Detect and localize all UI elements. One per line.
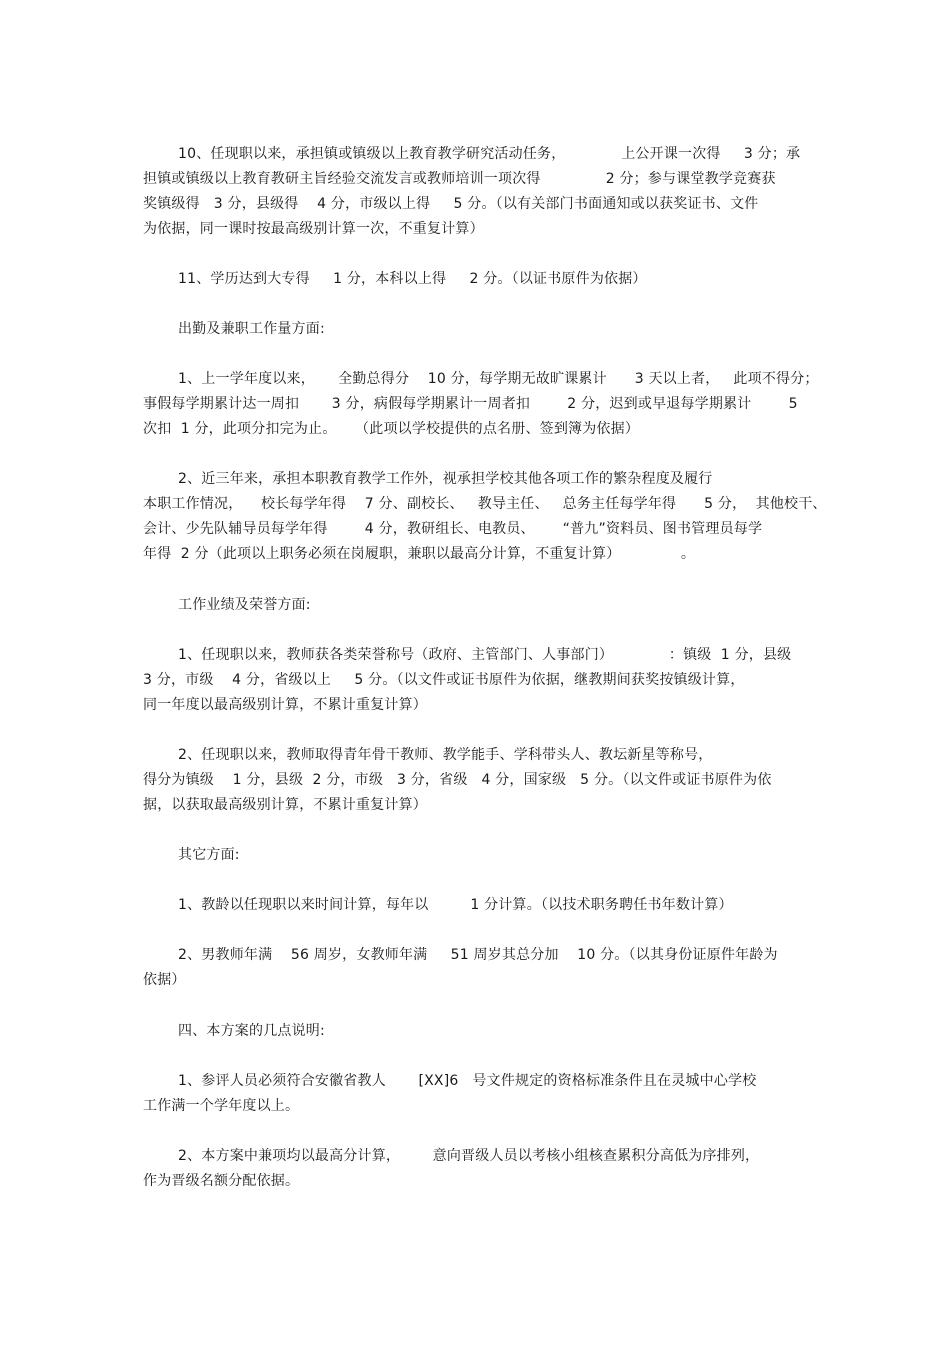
text-line: 本职工作情况， 校长每学年得 7 分、副校长、 教导主任、 总务主任每学年得 5 分， 其他校干、 [143, 496, 827, 512]
section-heading: 出勤及兼职工作量方面: [178, 321, 325, 337]
text-line: 次扣 1 分，此项分扣完为止。 （此项以学校提供的点名册、签到簿为依据） [143, 421, 640, 437]
text-line: 奖镇级得 3 分，县级得 4 分，市级以上得 5 分。（以有关部门书面通知或以获奖证书、文件 [143, 196, 759, 212]
text-line: 依据） [143, 972, 186, 988]
text-line: 年得 2 分（此项以上职务必须在岗履职，兼职以最高分计算，不重复计算） 。 [143, 546, 696, 562]
text-line: 同一年度以最高级别计算，不累计重复计算） [143, 697, 427, 713]
text-line: 担镇或镇级以上教育教研主旨经验交流发言或教师培训一项次得 2 分；参与课堂教学竞赛获 [143, 171, 776, 187]
text-line: 2、任现职以来，教师取得青年骨干教师、教学能手、学科带头人、教坛新星等称号， [178, 747, 713, 763]
text-line: 11、学历达到大专得 1 分，本科以上得 2 分。（以证书原件为依据） [178, 271, 647, 287]
section-heading: 四、本方案的几点说明: [178, 1023, 325, 1039]
text-line: 工作满一个学年度以上。 [143, 1098, 300, 1114]
text-line: 2、男教师年满 56 周岁，女教师年满 51 周岁其总分加 10 分。（以其身份证原件年龄为 [178, 947, 778, 963]
text-line: 3 分，市级 4 分，省级以上 5 分。（以文件或证书原件为依据，继教期间获奖按镇级计算， [143, 672, 745, 688]
text-line: 事假每学期累计达一周扣 3 分，病假每学期累计一周者扣 2 分，迟到或早退每学期累计 5 [143, 396, 798, 412]
text-line: 据，以获取最高级别计算，不累计重复计算） [143, 797, 427, 813]
section-heading: 工作业绩及荣誉方面: [178, 597, 311, 613]
text-line: 1、任现职以来，教师获各类荣誉称号（政府、主管部门、人事部门） ：镇级 1 分，县级 [178, 647, 792, 663]
text-line: 为依据，同一课时按最高级别计算一次，不重复计算） [143, 221, 484, 237]
text-line: 1、教龄以任现职以来时间计算，每年以 1 分计算。（以技术职务聘任书年数计算） [178, 897, 733, 913]
text-line: 作为晋级名额分配依据。 [143, 1173, 300, 1189]
text-line: 10、任现职以来，承担镇或镇级以上教育教学研究活动任务， 上公开课一次得 3 分；承 [178, 146, 801, 162]
text-line: 1、参评人员必须符合安徽省教人 [XX]6 号文件规定的资格标准条件且在灵城中心学校 [178, 1073, 757, 1089]
section-heading: 其它方面: [178, 847, 240, 863]
text-line: 1、上一学年度以来， 全勤总得分 10 分，每学期无故旷课累计 3 天以上者， 此项不得分； [178, 371, 819, 387]
text-line: 会计、少先队辅导员每学年得 4 分，教研组长、电教员、 “普九”资料员、图书管理员每学 [143, 521, 763, 537]
text-line: 2、近三年来，承担本职教育教学工作外，视承担学校其他各项工作的繁杂程度及履行 [178, 471, 713, 487]
text-line: 2、本方案中兼项均以最高分计算， 意向晋级人员以考核小组核查累积分高低为序排列， [178, 1148, 760, 1164]
text-line: 得分为镇级 1 分，县级 2 分，市级 3 分，省级 4 分，国家级 5 分。（以文件或证书原件为依 [143, 772, 772, 788]
